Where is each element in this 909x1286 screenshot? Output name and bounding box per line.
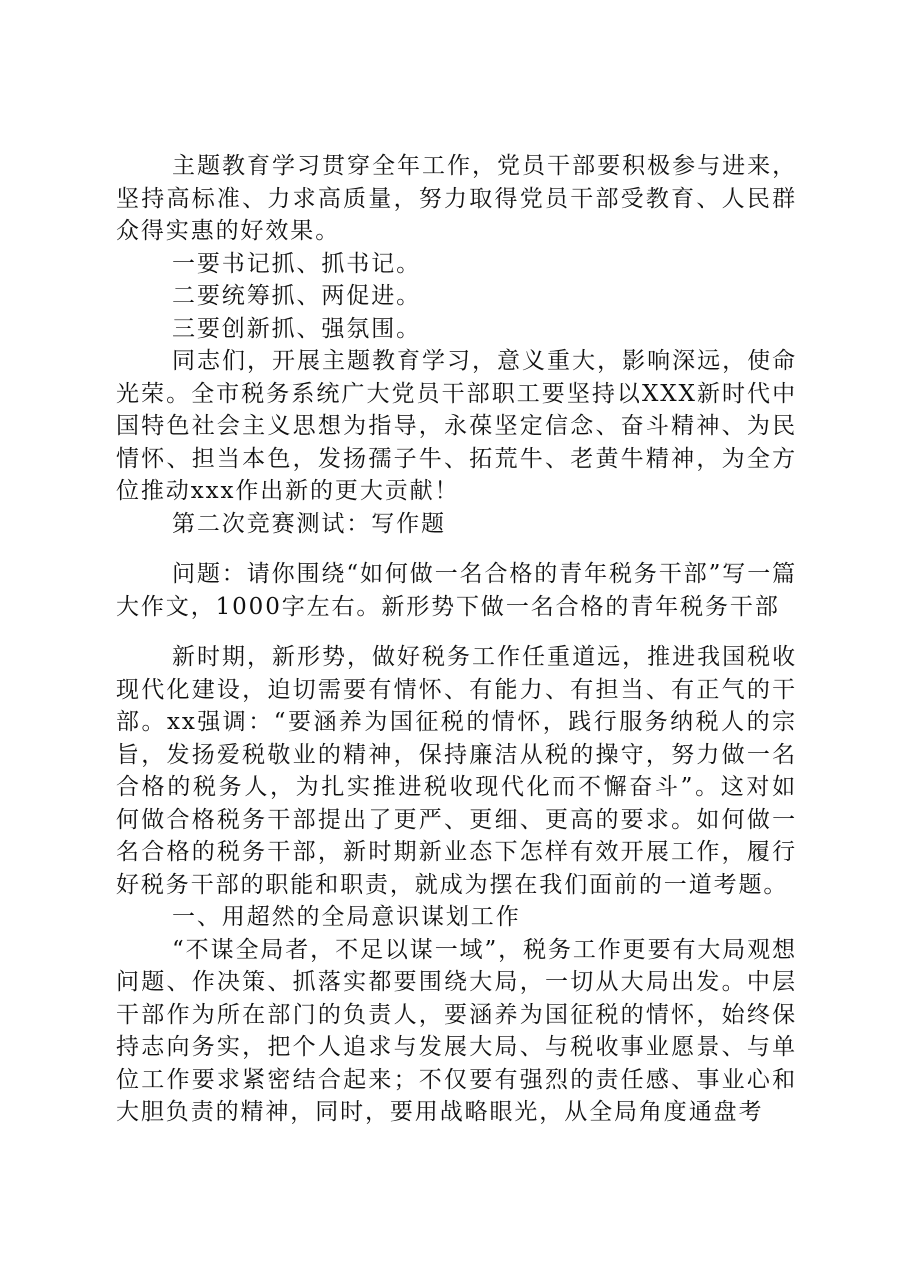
paragraph-closing: 同志们，开展主题教育学习，意义重大，影响深远，使命光荣。全市税务系统广大党员干部职工要坚持以XXX新时代中国特色社会主义思想为指导，永葆坚定信念、奋斗精神、为民情怀、担当本色，发扬孺子牛、拓荒牛、老黄牛精神，为全方位推动xxx作出新的更大贡献！ (116, 348, 797, 504)
paragraph-intro: 主题教育学习贯穿全年工作，党员干部要积极参与进来，坚持高标准、力求高质量，努力取得党员干部受教育、人民群众得实惠的好效果。 (116, 153, 797, 244)
paragraph-essay-body: “不谋全局者，不足以谋一域”，税务工作更要有大局观想问题、作决策、抓落实都要围绕大局，一切从大局出发。中层干部作为所在部门的负责人，要涵养为国征税的情怀，始终保持志向务实，把个人追求与发展大局、与税收事业愿景、与单位工作要求紧密结合起来；不仅要有强烈的责任感、事业心和大胆负责的精神，同时，要用战略眼光，从全局角度通盘考 (116, 936, 797, 1125)
paragraph-question: 问题：请你围绕“如何做一名合格的青年税务干部”写一篇大作文，1000字左右。新形势下做一名合格的青年税务干部 (116, 561, 797, 620)
essay-heading-1: 一、用超然的全局意识谋划工作 (172, 904, 521, 930)
paragraph-point-1: 一要书记抓、抓书记。 (172, 250, 421, 277)
paragraph-essay-intro: 新时期，新形势，做好税务工作任重道远，推进我国税收现代化建设，迫切需要有情怀、有能力、有担当、有正气的干部。xx强调：“要涵养为国征税的情怀，践行服务纳税人的宗旨，发扬爱税敬业的精神，保持廉洁从税的操守，努力做一名合格的税务人，为扎实推进税收现代化而不懈奋斗”。这对如何做合格税务干部提出了更严、更细、更高的要求。如何做一名合格的税务干部，新时期新业态下怎样有效开展工作，履行好税务干部的职能和职责，就成为摆在我们面前的一道考题。 (116, 644, 797, 898)
section-heading-test: 第二次竞赛测试：写作题 (172, 510, 446, 537)
paragraph-point-2: 二要统筹抓、两促进。 (172, 283, 421, 309)
document-body (116, 150, 797, 1129)
paragraph-point-3: 三要创新抓、强氛围。 (172, 315, 421, 342)
